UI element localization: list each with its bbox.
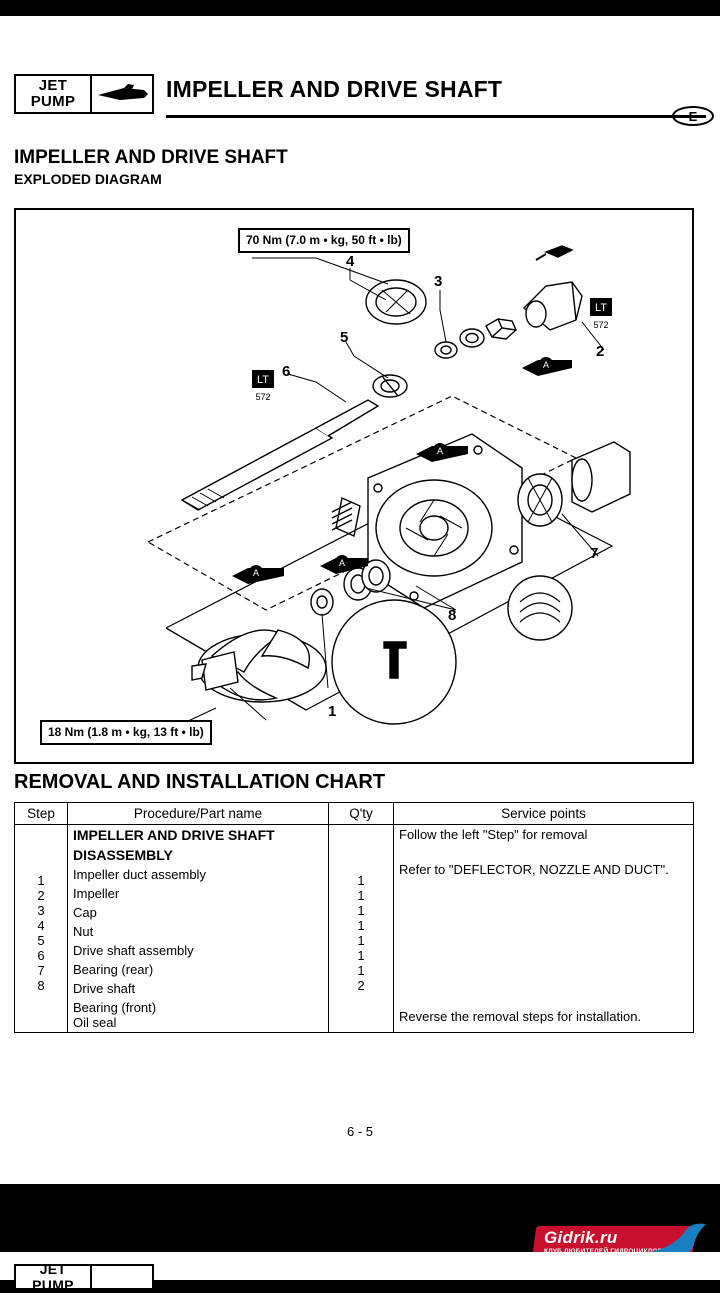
- callout-5: 5: [340, 329, 349, 346]
- cell-part-6: Drive shaft: [68, 979, 329, 998]
- badge-divider: [90, 76, 92, 112]
- cell-part-duct-assembly: Impeller duct assembly: [68, 865, 329, 884]
- jet-pump-badge-label: [16, 76, 90, 112]
- cell-qty-1: 1: [357, 873, 365, 888]
- table-row: [15, 825, 694, 846]
- torque-spec-top: 70 Nm (7.0 m • kg, 50 ft • lb): [238, 228, 410, 253]
- cell-step-8: 8: [37, 978, 45, 993]
- service-reverse-steps: Reverse the removal steps for installation.: [399, 1009, 642, 1024]
- cell-step-7: 7: [37, 963, 45, 978]
- service-follow-step: Follow the left "Step" for removal: [399, 827, 588, 842]
- cell-step-6: 6: [37, 948, 45, 963]
- callout-2: 2: [596, 343, 605, 360]
- svg-text:572: 572: [255, 392, 271, 402]
- exploded-diagram-drawing: [16, 210, 692, 762]
- cell-part-1: Impeller: [68, 884, 329, 903]
- callout-3: 3: [434, 273, 443, 290]
- manual-page: [0, 16, 720, 1184]
- callout-4: 4: [346, 253, 355, 270]
- column-header-qty: Q'ty: [329, 803, 394, 825]
- svg-text:LT: LT: [594, 302, 608, 314]
- svg-text:A: A: [542, 360, 550, 370]
- column-header-service-points: Service points: [394, 803, 694, 825]
- cell-qty-6: 1: [357, 948, 365, 963]
- cell-part-7: Bearing (front): [73, 1000, 157, 1015]
- cell-step-5: 5: [37, 933, 45, 948]
- svg-text:A: A: [338, 558, 346, 568]
- jet-pump-icon: [94, 80, 152, 108]
- callout-8: 8: [448, 607, 457, 624]
- cell-qty-7: 1: [357, 963, 365, 978]
- chart-title: REMOVAL AND INSTALLATION CHART: [14, 771, 386, 793]
- column-header-procedure: Procedure/Part name: [68, 803, 329, 825]
- cell-part-7-8: [68, 998, 329, 1033]
- cell-qty-2: 1: [357, 888, 365, 903]
- next-badge-line-2: PUMP: [32, 1277, 74, 1293]
- callout-7: 7: [590, 545, 599, 562]
- cell-part-5: Bearing (rear): [68, 960, 329, 979]
- watermark-text: Gidrik.ru: [544, 1228, 618, 1247]
- exploded-diagram: [14, 208, 694, 764]
- cell-part-2: Cap: [68, 903, 329, 922]
- header-rule: [166, 115, 706, 118]
- badge-line-2: PUMP: [30, 93, 76, 110]
- svg-text:A: A: [436, 446, 444, 456]
- cell-part-3: Nut: [68, 922, 329, 941]
- section-subtitle: EXPLODED DIAGRAM: [14, 171, 162, 187]
- next-badge-label: [16, 1261, 90, 1293]
- next-badge-line-1: JET: [39, 1261, 67, 1277]
- cell-step-1: 1: [37, 873, 45, 888]
- svg-text:A: A: [252, 568, 260, 578]
- cell-part-8: Oil seal: [73, 1015, 117, 1030]
- badge-line-1: JET: [38, 77, 68, 94]
- next-page-jet-pump-badge: [14, 1261, 154, 1293]
- cell-heading-line2: DISASSEMBLY: [68, 845, 329, 865]
- callout-1: 1: [328, 703, 337, 720]
- service-refer-duct: Refer to "DEFLECTOR, NOZZLE AND DUCT".: [399, 862, 669, 877]
- svg-text:LT: LT: [256, 374, 270, 386]
- cell-part-4: Drive shaft assembly: [68, 941, 329, 960]
- page-number: 6 - 5: [346, 1124, 373, 1139]
- table-header-row: [15, 803, 694, 825]
- cell-qty-8: 2: [357, 978, 365, 993]
- cell-qty-4: 1: [357, 918, 365, 933]
- callout-6: 6: [282, 363, 291, 380]
- column-header-step: Step: [15, 803, 68, 825]
- cell-qty-5: 1: [357, 933, 365, 948]
- cell-step-2: 2: [37, 888, 45, 903]
- section-title: IMPELLER AND DRIVE SHAFT: [14, 147, 288, 168]
- jet-pump-badge: [14, 74, 154, 114]
- torque-spec-bottom: 18 Nm (1.8 m • kg, 13 ft • lb): [40, 720, 212, 745]
- svg-text:572: 572: [593, 320, 609, 330]
- page-title: IMPELLER AND DRIVE SHAFT: [166, 76, 503, 102]
- cell-heading-line1: IMPELLER AND DRIVE SHAFT: [68, 825, 329, 846]
- next-badge-divider: [90, 1266, 92, 1288]
- cell-step-4: 4: [37, 918, 45, 933]
- cell-qty-3: 1: [357, 903, 365, 918]
- removal-installation-table: [14, 802, 694, 1033]
- section-marker: E: [672, 106, 714, 126]
- cell-step-3: 3: [37, 903, 45, 918]
